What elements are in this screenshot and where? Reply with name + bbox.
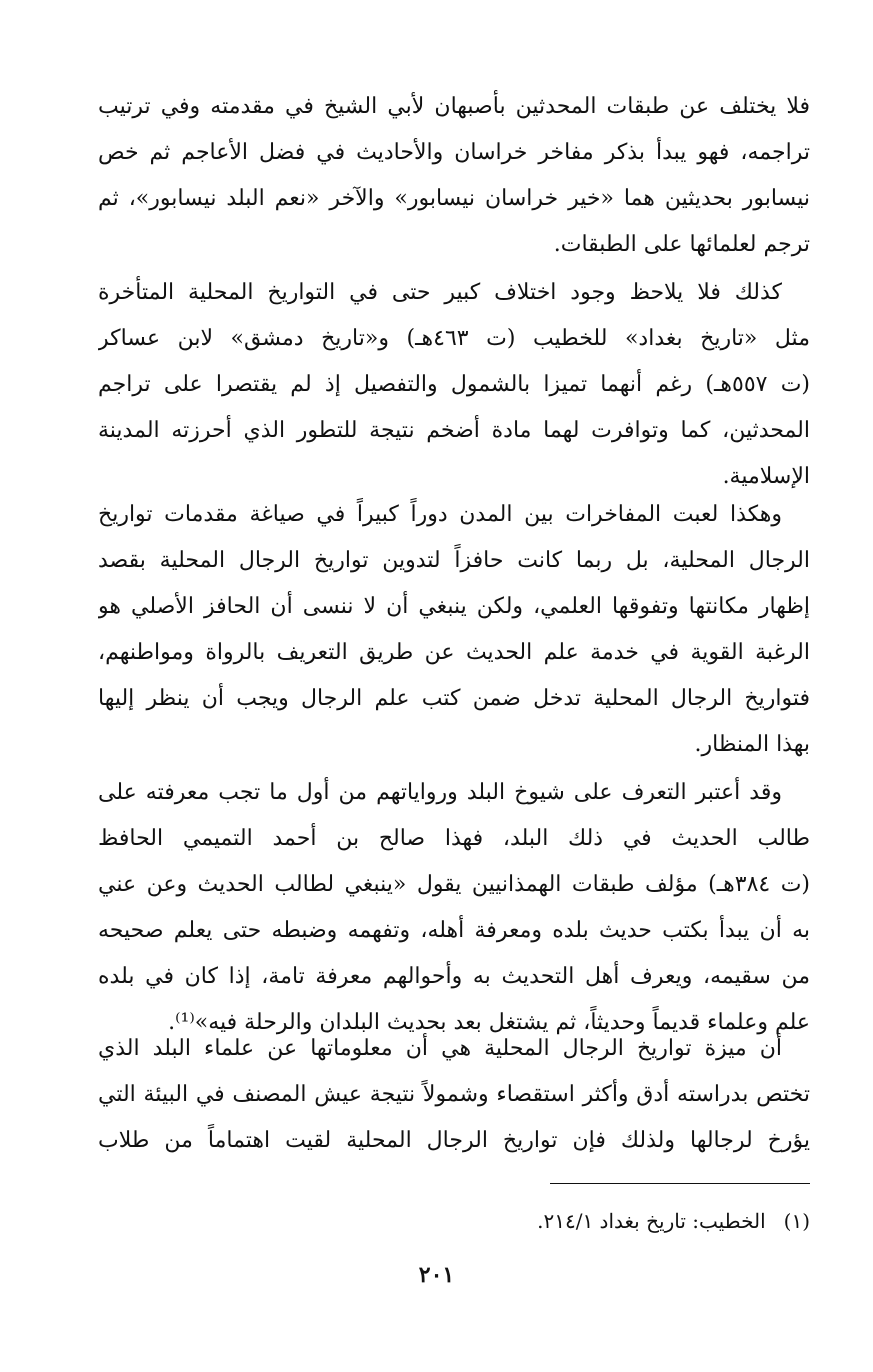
paragraph-2 [98,270,810,500]
text-line: بهذا المنظار. [694,732,810,757]
paragraph-4 [98,770,810,1046]
text-line: مثل «تاريخ بغداد» للخطيب (ت ٤٦٣هـ) و«تاريخ دمشق» لابن عساكر [98,326,810,351]
text-line: ترجم لعلمائها على الطبقات. [553,232,810,257]
text-line: علم وعلماء قديماً وحديثاً، ثم يشتغل بعد بحديث البلدان والرحلة فيه»⁽¹⁾. [168,1010,810,1035]
text-line: تراجمه، فهو يبدأ بذكر مفاخر خراسان والأحاديث في فضل الأعاجم ثم خص [98,140,810,165]
footnote [310,1206,810,1236]
text-line: يؤرخ لرجالها ولذلك فإن تواريخ الرجال المحلية لقيت اهتماماً من طلاب [98,1128,810,1153]
text-line: كذلك فلا يلاحظ وجود اختلاف كبير حتى في التواريخ المحلية المتأخرة [98,280,782,305]
text-line: وهكذا لعبت المفاخرات بين المدن دوراً كبيراً في صياغة مقدمات تواريخ [98,502,782,527]
paragraph-3 [98,492,810,768]
text-line: فتواريخ الرجال المحلية تدخل ضمن كتب علم الرجال ويجب أن ينظر إليها [98,686,810,711]
footnote-divider [550,1183,810,1184]
paragraph-5 [98,1026,810,1164]
text-line: به أن يبدأ بكتب حديث بلده ومعرفة أهله، وتفهمه وضبطه حتى يعلم صحيحه [98,918,810,943]
text-line: أن ميزة تواريخ الرجال المحلية هي أن معلوماتها عن علماء البلد الذي [98,1036,782,1061]
page-number: ٢٠١ [418,1262,455,1288]
text-line: الرغبة القوية في خدمة علم الحديث عن طريق التعريف بالرواة ومواطنهم، [98,640,810,665]
text-line: وقد أعتبر التعرف على شيوخ البلد ورواياتهم من أول ما تجب معرفته على [98,780,782,805]
footnote-text: الخطيب: تاريخ بغداد ٢١٤/١. [537,1209,766,1233]
text-line: إظهار مكانتها وتفوقها العلمي، ولكن ينبغي أن لا ننسى أن الحافز الأصلي هو [98,594,810,619]
text-line: (ت ٥٥٧هـ) رغم أنهما تميزا بالشمول والتفصيل إذ لم يقتصرا على تراجم [98,372,810,397]
footnote-number: (١) [783,1209,810,1233]
text-line: تختص بدراسته أدق وأكثر استقصاء وشمولاً نتيجة عيش المصنف في البيئة التي [98,1082,810,1107]
text-line: من سقيمه، ويعرف أهل التحديث به وأحوالهم معرفة تامة، إذا كان في بلده [98,964,810,989]
text-line: الإسلامية. [722,464,810,489]
text-line: الرجال المحلية، بل ربما كانت حافزاً لتدوين تواريخ الرجال المحلية بقصد [98,548,810,573]
text-line: نيسابور بحديثين هما «خير خراسان نيسابور» والآخر «نعم البلد نيسابور»، ثم [98,186,810,211]
text-line: طالب الحديث في ذلك البلد، فهذا صالح بن أحمد التميمي الحافظ [98,826,810,851]
text-line: فلا يختلف عن طبقات المحدثين بأصبهان لأبي الشيخ في مقدمته وفي ترتيب [98,94,810,119]
text-line: المحدثين، كما وتوافرت لهما مادة أضخم نتيجة للتطور الذي أحرزته المدينة [98,418,810,443]
paragraph-1 [98,84,810,268]
text-line: (ت ٣٨٤هـ) مؤلف طبقات الهمذانيين يقول «ينبغي لطالب الحديث وعن عني [98,872,810,897]
